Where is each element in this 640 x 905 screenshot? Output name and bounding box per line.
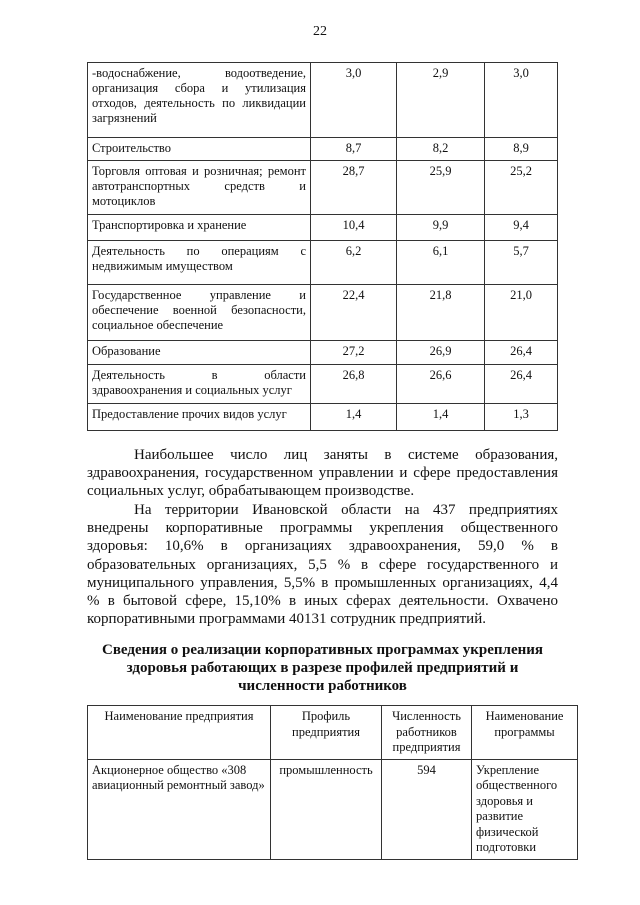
enterprise-profile: промышленность [271,759,382,859]
value-cell: 26,4 [485,341,558,365]
value-cell: 3,0 [485,63,558,138]
value-cell: 25,2 [485,161,558,215]
value-cell: 26,9 [397,341,485,365]
table-row [88,161,558,215]
row-label: Транспортировка и хранение [88,215,311,241]
enterprise-name: Акционерное общество «308 авиационный ремонтный завод» [88,759,271,859]
value-cell: 5,7 [485,241,558,285]
row-label: -водоснабжение, водоотведение, организация сбора и утилизация отходов, деятельность по ликвидации загрязнений [88,63,311,138]
value-cell: 2,9 [397,63,485,138]
value-cell: 1,4 [397,404,485,431]
value-cell: 28,7 [311,161,397,215]
value-cell: 8,7 [311,138,397,161]
table-header-row [88,706,578,760]
table-row [88,285,558,341]
row-label: Деятельность в области здравоохранения и социальных услуг [88,365,311,404]
value-cell: 26,8 [311,365,397,404]
programs-table [87,705,578,860]
row-label: Образование [88,341,311,365]
value-cell: 8,9 [485,138,558,161]
table-row [88,365,558,404]
row-label: Государственное управление и обеспечение военной безопасности, социальное обеспечение [88,285,311,341]
row-label: Торговля оптовая и розничная; ремонт автотранспортных средств и мотоциклов [88,161,311,215]
row-label: Строительство [88,138,311,161]
row-label: Деятельность по операциям с недвижимым имуществом [88,241,311,285]
value-cell: 26,6 [397,365,485,404]
section-heading: Сведения о реализации корпоративных программах укрепления здоровья работающих в разрезе профилей предприятий и численности работников [101,642,543,694]
value-cell: 9,4 [485,215,558,241]
header-cell: Численность работников предприятия [382,706,472,760]
row-label: Предоставление прочих видов услуг [88,404,311,431]
table-row [88,241,558,285]
table-row [88,404,558,431]
page-number: 22 [313,24,327,39]
value-cell: 6,1 [397,241,485,285]
value-cell: 22,4 [311,285,397,341]
paragraph-1: Наибольшее число лиц заняты в системе образования, здравоохранения, государственном управлении и сфере предоставления социальных услуг, обрабатывающем производстве. [87,447,558,500]
header-cell: Профиль предприятия [271,706,382,760]
value-cell: 25,9 [397,161,485,215]
table-row [88,63,558,138]
value-cell: 3,0 [311,63,397,138]
table-row [88,215,558,241]
value-cell: 10,4 [311,215,397,241]
table-row [88,138,558,161]
employee-count: 594 [382,759,472,859]
value-cell: 8,2 [397,138,485,161]
value-cell: 1,4 [311,404,397,431]
value-cell: 26,4 [485,365,558,404]
value-cell: 27,2 [311,341,397,365]
header-cell: Наименование предприятия [88,706,271,760]
value-cell: 6,2 [311,241,397,285]
header-cell: Наименование программы [472,706,578,760]
value-cell: 1,3 [485,404,558,431]
program-name: Укрепление общественного здоровья и развитие физической подготовки [472,759,578,859]
employment-table [87,62,558,431]
value-cell: 9,9 [397,215,485,241]
table-row [88,341,558,365]
value-cell: 21,8 [397,285,485,341]
value-cell: 21,0 [485,285,558,341]
paragraph-2: На территории Ивановской области на 437 предприятиях внедрены корпоративные программы укрепления общественного здоровья: 10,6% в организациях здравоохранения, 59,0 % в образовательных организациях, 5,5 % в сфере государственного и муниципального управления, 5,5% в промышленных организациях, 4,4 % в бытовой сфере, 15,10% в иных сферах деятельности. Охвачено корпоративными программами 40131 сотрудник предприятий. [87,502,558,628]
table-row [88,759,578,859]
